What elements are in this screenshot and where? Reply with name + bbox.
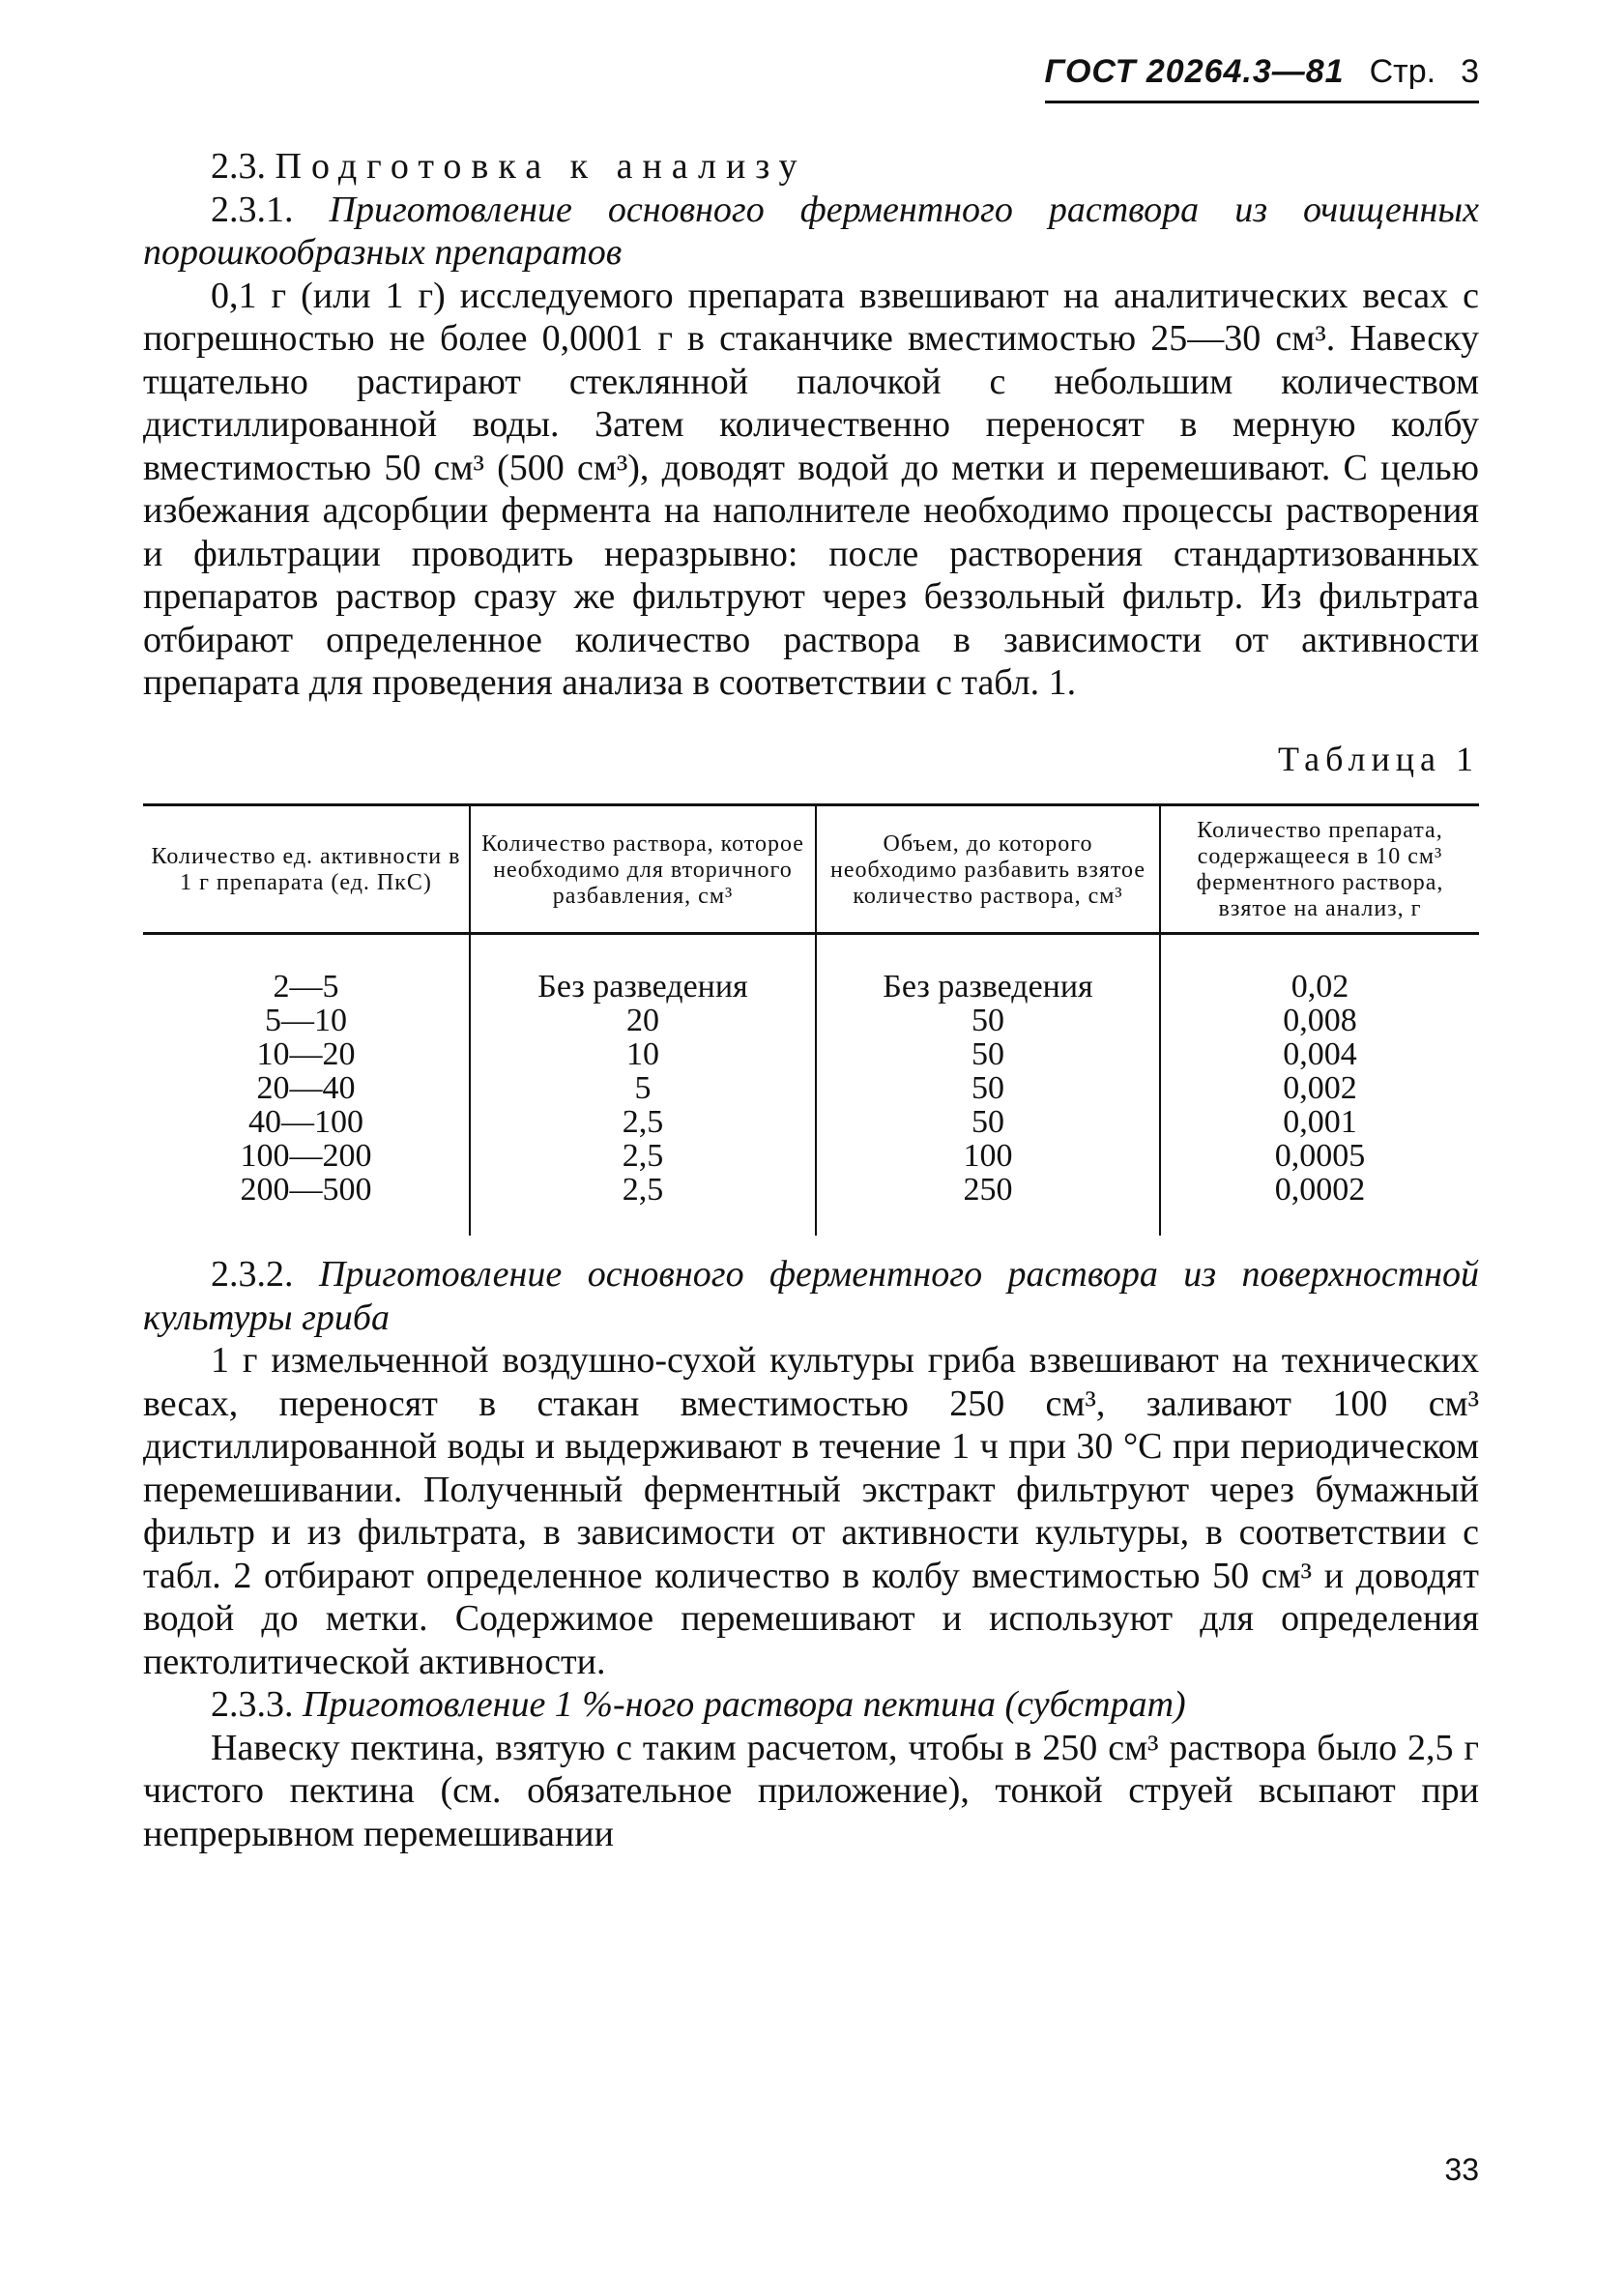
subsection-2-3-1-text: 0,1 г (или 1 г) исследуемого препарата взвешивают на аналитических весах с погрешностью не более 0,0001 г в стаканчике вместимостью 25—30 см³. Навеску тщательно растирают стеклянной палочкой с небольшим количеством дистиллированной воды. Затем количественно переносят в мерную колбу вместимостью 50 см³ (500 см³), доводят водой до метки и перемешивают. С целью избежания адсорбции фермента на наполнителе необходимо процессы растворения и фильтрации проводить неразрывно: после растворения стандартизованных препаратов раствор сразу же фильтруют через беззольный фильтр. Из фильтрата отбирают определенное количество раствора в зависимости от активности препарата для проведения анализа в соответствии с табл. 1.: [143, 275, 1479, 703]
table-cell: 0,0002: [1274, 1172, 1366, 1208]
table-header-row: [143, 805, 1479, 934]
subsection-2-3-2-heading: [143, 1253, 1479, 1339]
table-column-activity: [143, 934, 470, 1237]
table-cell: 2,5: [622, 1172, 664, 1208]
subsection-2-3-3-heading: [143, 1683, 1479, 1727]
table-body-row: [143, 934, 1479, 1237]
section-title: [211, 145, 1479, 189]
footer-page-number: 33: [1444, 2152, 1479, 2187]
table-cell: 10—20: [256, 1036, 356, 1072]
table-cell: 0,008: [1283, 1003, 1357, 1038]
subsection-title: Приготовление 1 %-ного раствора пектина (субстрат): [303, 1684, 1186, 1725]
standard-number: ГОСТ 20264.3—81: [1044, 53, 1345, 90]
table-cell: 0,0005: [1274, 1138, 1366, 1174]
table-cell: 100: [963, 1138, 1013, 1174]
table-header-cell: Количество раствора, которое необходимо для вторичного разбавления, см³: [470, 805, 816, 934]
section-title-text: Подготовка к анализу: [275, 146, 807, 187]
page-label: Стр.: [1369, 53, 1436, 90]
post-table-content: [143, 1253, 1479, 1855]
running-header: [1045, 53, 1479, 103]
table-cell: 2,5: [622, 1104, 664, 1140]
header-page-number: 3: [1461, 53, 1479, 90]
table-cell: Без разведения: [537, 969, 748, 1005]
table-cell: 250: [963, 1172, 1013, 1208]
table-1: [143, 803, 1479, 1236]
subsection-2-3-3-text: Навеску пектина, взятую с таким расчетом, чтобы в 250 см³ раствора было 2,5 г чистого пектина (см. обязательное приложение), тонкой струей всыпают при непрерывном перемешивании: [143, 1727, 1479, 1854]
table-column-preparation-amount: [1160, 934, 1479, 1237]
table-cell: 2,5: [622, 1138, 664, 1174]
table-cell: 0,002: [1283, 1070, 1357, 1106]
table-column-solution-amount: [470, 934, 816, 1237]
subsection-number: 2.3.3.: [211, 1684, 294, 1725]
table-header-cell: Количество ед. активности в 1 г препарата (ед. ПкС): [143, 805, 470, 934]
table-cell: 0,001: [1283, 1104, 1357, 1140]
table-cell: 50: [972, 1104, 1004, 1140]
table-cell: 2—5: [273, 969, 339, 1005]
table-cell: 50: [972, 1070, 1004, 1106]
section-number: 2.3.: [211, 146, 266, 187]
subsection-title: Приготовление основного ферментного раствора из поверхностной культуры гриба: [143, 1254, 1480, 1338]
subsection-number: 2.3.2.: [211, 1254, 294, 1295]
table-cell: 100—200: [240, 1138, 372, 1174]
table-header-cell: Количество препарата, содержащееся в 10 см³ ферментного раствора, взятое на анализ, г: [1160, 805, 1479, 934]
table-cell: Без разведения: [883, 969, 1093, 1005]
table-column-dilution-volume: [816, 934, 1160, 1237]
table-cell: 5: [634, 1070, 652, 1106]
table-cell: 20: [626, 1003, 659, 1038]
table-cell: 5—10: [265, 1003, 347, 1038]
table-cell: 50: [972, 1003, 1004, 1038]
table-header-cell: Объем, до которого необходимо разбавить взятое количество раствора, см³: [816, 805, 1160, 934]
table-caption: Таблица 1: [1278, 739, 1479, 778]
table-cell: 0,02: [1290, 969, 1349, 1005]
subsection-number: 2.3.1.: [211, 189, 294, 230]
subsection-title: Приготовление основного ферментного раствора из очищенных порошкообразных препаратов: [143, 189, 1479, 273]
table-cell: 0,004: [1283, 1036, 1357, 1072]
subsection-2-3-1-heading: [143, 189, 1479, 275]
table-cell: 200—500: [240, 1172, 372, 1208]
table-cell: 10: [626, 1036, 659, 1072]
table-cell: 40—100: [248, 1104, 363, 1140]
table-cell: 20—40: [256, 1070, 356, 1106]
body-text: [143, 145, 1479, 1855]
subsection-2-3-2-text: 1 г измельченной воздушно-сухой культуры гриба взвешивают на технических весах, переносят в стакан вместимостью 250 см³, заливают 100 см³ дистиллированной воды и выдерживают в течение 1 ч при 30 °С при периодическом перемешивании. Полученный ферментный экстракт фильтруют через бумажный фильтр и из фильтрата, в зависимости от активности культуры, в соответствии с табл. 2 отбирают определенное количество в колбу вместимостью 50 см³ и доводят водой до метки. Содержимое перемешивают и используют для определения пектолитической активности.: [143, 1340, 1479, 1682]
table-cell: 50: [972, 1036, 1004, 1072]
